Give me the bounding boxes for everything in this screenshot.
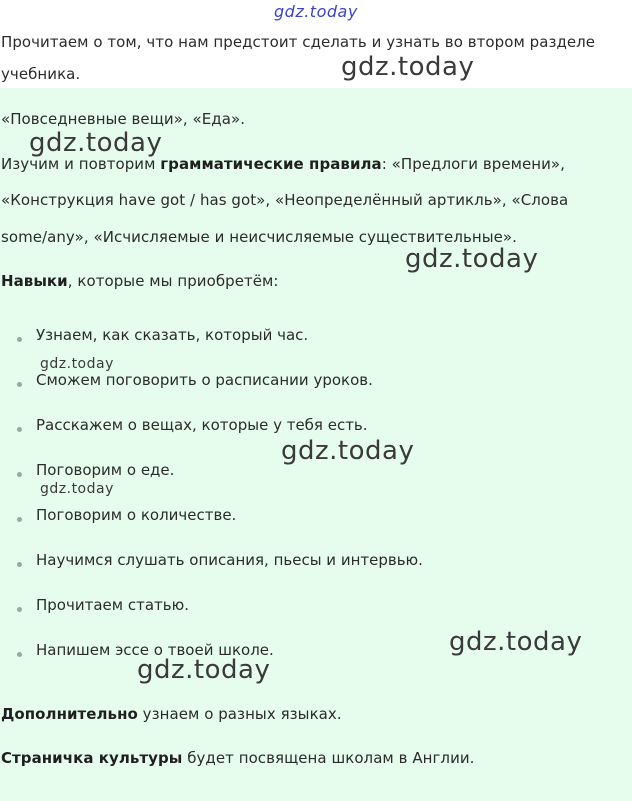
grammar-suffix: : «Предлоги времени», xyxy=(381,155,565,173)
watermark: gdz.today xyxy=(40,356,114,372)
intro-line-2: учебника. xyxy=(1,65,81,83)
topics-line: «Повседневные вещи», «Еда». xyxy=(1,110,246,128)
grammar-prefix: Изучим и повторим xyxy=(1,155,161,173)
bullet-icon xyxy=(17,382,22,387)
list-item-text: Прочитаем статью. xyxy=(36,596,189,614)
watermark: gdz.today xyxy=(137,655,271,685)
culture-line xyxy=(1,749,474,767)
skills-suffix: , которые мы приобретём: xyxy=(67,272,279,290)
bullet-icon xyxy=(17,652,22,657)
culture-suffix: будет посвящена школам в Англии. xyxy=(182,749,475,767)
grammar-bold: грамматические правила xyxy=(160,155,382,173)
bullet-icon xyxy=(17,607,22,612)
list-item-text: Сможем поговорить о расписании уроков. xyxy=(36,371,373,389)
watermark: gdz.today xyxy=(29,128,163,158)
skills-heading xyxy=(1,272,279,290)
extra-bold: Дополнительно xyxy=(1,705,138,723)
list-item-text: Научимся слушать описания, пьесы и интервью. xyxy=(36,551,423,569)
watermark: gdz.today xyxy=(449,627,583,657)
list-item-text: Узнаем, как сказать, который час. xyxy=(36,326,309,344)
skills-bold: Навыки xyxy=(1,272,68,290)
list-item-text: Поговорим о количестве. xyxy=(36,506,237,524)
watermark: gdz.today xyxy=(281,436,415,466)
bullet-icon xyxy=(17,517,22,522)
watermark-top: gdz.today xyxy=(274,2,358,21)
intro-line-1: Прочитаем о том, что нам предстоит сделать и узнать во втором разделе xyxy=(1,33,596,51)
list-item-text: Поговорим о еде. xyxy=(36,461,175,479)
watermark: gdz.today xyxy=(405,244,539,274)
list-item-text: Расскажем о вещах, которые у тебя есть. xyxy=(36,416,368,434)
bullet-icon xyxy=(17,472,22,477)
extra-suffix: узнаем о разных языках. xyxy=(137,705,342,723)
grammar-line-3: some/any», «Исчисляемые и неисчисляемые существительные». xyxy=(1,228,517,246)
grammar-line-2: «Конструкция have got / has got», «Неопределённый артикль», «Слова xyxy=(1,191,569,209)
list-item-text: Напишем эссе о твоей школе. xyxy=(36,641,274,659)
bullet-icon xyxy=(17,562,22,567)
bullet-icon xyxy=(17,427,22,432)
bullet-icon xyxy=(17,337,22,342)
watermark: gdz.today xyxy=(40,481,114,497)
extra-line xyxy=(1,705,342,723)
watermark: gdz.today xyxy=(341,52,475,82)
culture-bold: Страничка культуры xyxy=(1,749,183,767)
